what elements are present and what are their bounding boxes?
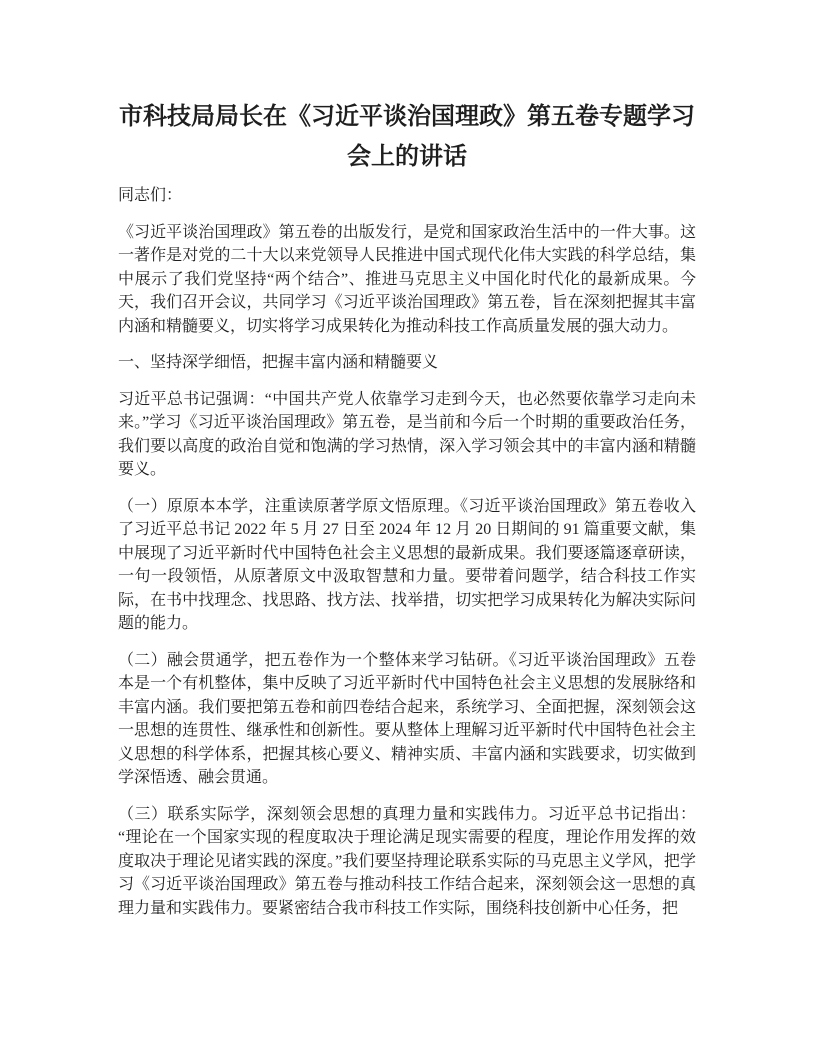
paragraph: （三）联系实际学，深刻领会思想的真理力量和实践伟力。习近平总书记指出：“理论在一个国家实现的程度取决于理论满足现实需要的程度，理论作用发挥的效度取决于理论见诸实践的深度。”我们要坚持理论联系实际的马克思主义学风，把学习《习近平谈治国理政》第五卷与推动科技工作结合起来，深刻领会这一思想的真理力量和实践伟力。要紧密结合我市科技工作实际，围绕科技创新中心任务，把 [118, 805, 696, 917]
paragraph: （一）原原本本学，注重读原著学原文悟原理。《习近平谈治国理政》第五卷收入了习近平总书记 2022 年 5 月 27 日至 2024 年 12 月 20 日期间的 91 篇重要文献，集中展现了习近平新时代中国特色社会主义思想的最新成果。我们要逐篇逐章研读，一句一段领悟，从原著原文中汲取智慧和力量。要带着问题学，结合科技工作实际，在书中找理念、找思路、找方法、找举措，切实把学习成果转化为解决实际问题的能力。 [118, 497, 696, 632]
salutation: 同志们： [118, 187, 183, 204]
paragraph: 习近平总书记强调：“中国共产党人依靠学习走到今天，也必然要依靠学习走向未来。”学习《习近平谈治国理政》第五卷，是当前和今后一个时期的重要政治任务，我们要以高度的政治自觉和饱满的学习热情，深入学习领会其中的丰富内涵和精髓要义。 [118, 390, 696, 478]
paragraph: 《习近平谈治国理政》第五卷的出版发行，是党和国家政治生活中的一件大事。这一著作是对党的二十大以来党领导人民推进中国式现代化伟大实践的科学总结，集中展示了我们党坚持“两个结合”、推进马克思主义中国化时代化的最新成果。今天，我们召开会议，共同学习《习近平谈治国理政》第五卷，旨在深刻把握其丰富内涵和精髓要义，切实将学习成果转化为推动科技工作高质量发展的强大动力。 [118, 223, 696, 335]
paragraph: （二）融会贯通学，把五卷作为一个整体来学习钻研。《习近平谈治国理政》五卷本是一个有机整体，集中反映了习近平新时代中国特色社会主义思想的发展脉络和丰富内涵。我们要把第五卷和前四卷结合起来，系统学习、全面把握，深刻领会这一思想的连贯性、继承性和创新性。要从整体上理解习近平新时代中国特色社会主义思想的科学体系，把握其核心要义、精神实质、丰富内涵和实践要求，切实做到学深悟透、融会贯通。 [118, 651, 696, 786]
section-heading: 一、坚持深学细悟，把握丰富内涵和精髓要义 [118, 354, 439, 371]
document-title: 市科技局局长在《习近平谈治国理政》第五卷专题学习会上的讲话 [119, 104, 695, 170]
document-body [118, 221, 696, 921]
